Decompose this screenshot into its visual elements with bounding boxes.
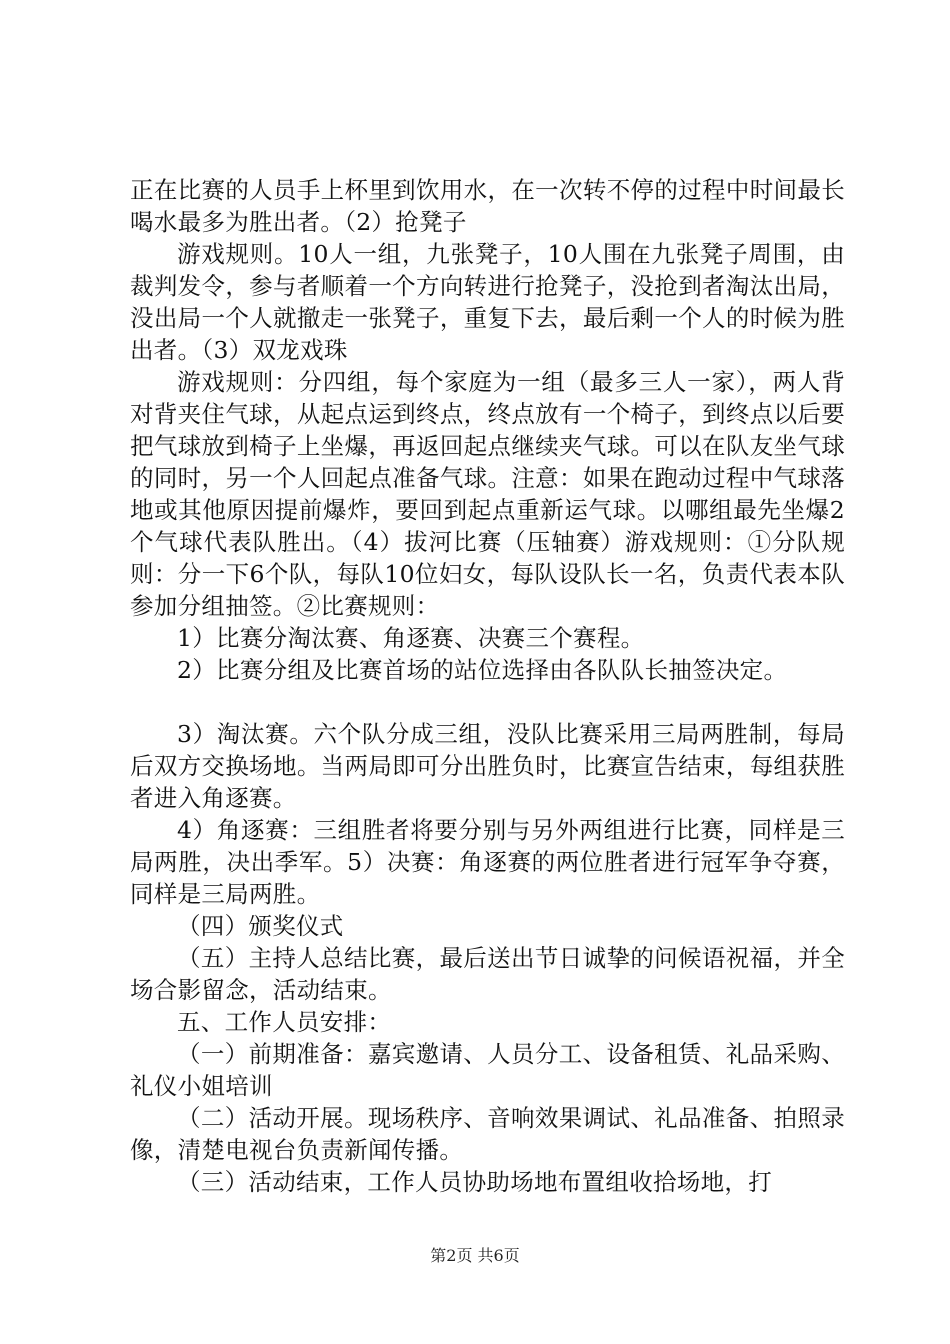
page-footer [0, 1243, 950, 1266]
document-body [130, 174, 845, 1198]
paragraph-11: （一）前期准备：嘉宾邀请、人员分工、设备租赁、礼品采购、礼仪小姐培训 [130, 1040, 845, 1100]
paragraph-9: （五）主持人总结比赛，最后送出节日诚挚的问候语祝福，并全场合影留念，活动结束。 [130, 944, 845, 1004]
paragraph-8: （四）颁奖仪式 [177, 912, 344, 940]
paragraph-3: 游戏规则：分四组，每个家庭为一组（最多三人一家），两人背对背夹住气球，从起点运到终点，终点放有一个椅子，到终点以后要把气球放到椅子上坐爆，再返回起点继续夹气球。可以在队友坐气球的同时，另一个人回起点准备气球。注意：如果在跑动过程中气球落地或其他原因提前爆炸，要回到起点重新运气球。以哪组最先坐爆2个气球代表队胜出。（4）拔河比赛（压轴赛）游戏规则：①分队规则：分一下6个队，每队10位妇女，每队设队长一名，负责代表本队参加分组抽签。②比赛规则： [130, 368, 845, 620]
paragraph-6: 3）淘汰赛。六个队分成三组，没队比赛采用三局两胜制，每局后双方交换场地。当两局即可分出胜负时，比赛宣告结束，每组获胜者进入角逐赛。 [130, 720, 845, 812]
paragraph-1: 正在比赛的人员手上杯里到饮用水，在一次转不停的过程中时间最长喝水最多为胜出者。（2）抢凳子 [130, 176, 845, 236]
paragraph-5: 2）比赛分组及比赛首场的站位选择由各队队长抽签决定。 [177, 656, 788, 684]
paragraph-4: 1）比赛分淘汰赛、角逐赛、决赛三个赛程。 [177, 624, 645, 652]
paragraph-13: （三）活动结束，工作人员协助场地布置组收拾场地，打 [177, 1168, 772, 1196]
paragraph-7: 4）角逐赛：三组胜者将要分别与另外两组进行比赛，同样是三局两胜，决出季军。5）决赛：角逐赛的两位胜者进行冠军争夺赛，同样是三局两胜。 [130, 816, 845, 908]
paragraph-12: （二）活动开展。现场秩序、音响效果调试、礼品准备、拍照录像，清楚电视台负责新闻传播。 [130, 1104, 845, 1164]
blank-line [130, 686, 845, 718]
page-number-label: 第2页 共6页 [430, 1246, 520, 1265]
paragraph-10: 五、工作人员安排： [177, 1008, 392, 1036]
paragraph-2: 游戏规则。10人一组，九张凳子，10人围在九张凳子周围，由裁判发令，参与者顺着一个方向转进行抢凳子，没抢到者淘汰出局，没出局一个人就撤走一张凳子，重复下去，最后剩一个人的时候为胜出者。（3）双龙戏珠 [130, 240, 845, 364]
